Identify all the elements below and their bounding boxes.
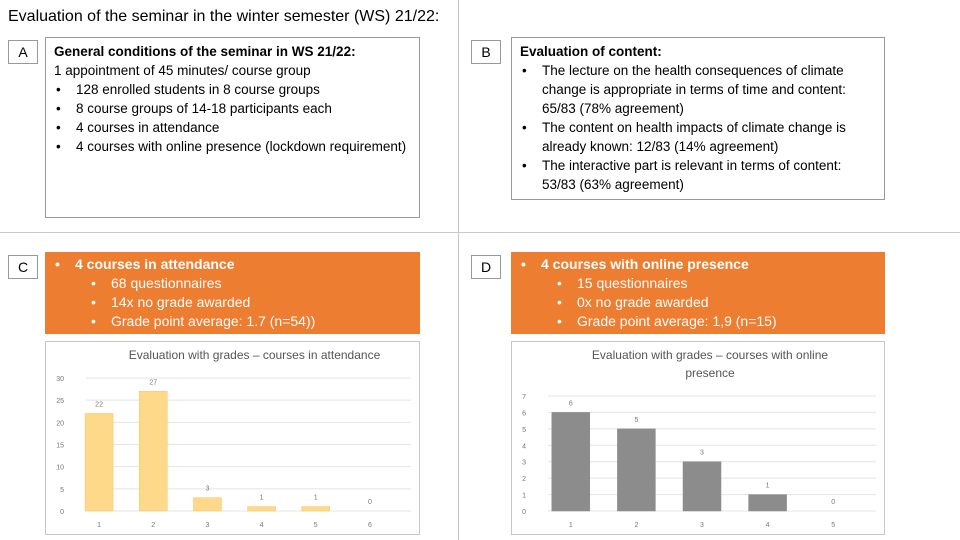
panel-a-bullet: • 128 enrolled students in 8 course groups <box>54 80 411 99</box>
panel-a-bullet: • 4 courses in attendance <box>54 118 411 137</box>
x-tick-label: 5 <box>831 522 836 529</box>
panel-b-bullet: • The lecture on the health consequences of climate change is appropriate in terms of time and content: 65/83 (78% agreement) <box>520 61 876 118</box>
x-tick-label: 3 <box>205 522 210 529</box>
data-label: 3 <box>700 449 704 457</box>
x-tick-label: 2 <box>151 522 156 529</box>
bar <box>85 413 113 511</box>
panel-c-bullet: • 68 questionnaires <box>89 274 412 293</box>
horizontal-divider <box>0 232 960 233</box>
x-tick-label: 3 <box>700 522 704 529</box>
chart-title: Evaluation with grades – courses in attendance <box>128 348 381 362</box>
data-label: 5 <box>634 416 639 424</box>
bar <box>683 462 721 511</box>
y-tick-label: 0 <box>60 509 64 516</box>
panel-c-heading: • 4 courses in attendance <box>53 255 412 274</box>
panel-a-bullet: • 4 courses with online presence (lockdown requirement) <box>54 137 411 156</box>
panel-c-label: C <box>8 255 38 279</box>
bar <box>248 507 276 511</box>
y-tick-label: 1 <box>522 492 526 500</box>
y-tick-label: 5 <box>522 426 526 434</box>
data-label: 1 <box>259 494 264 502</box>
panel-d-bullet: • 15 questionnaires <box>555 274 877 293</box>
panel-b-bullet: • The interactive part is relevant in terms of content: 53/83 (63% agreement) <box>520 156 876 194</box>
panel-c-bullet: • 14x no grade awarded <box>89 293 412 312</box>
x-tick-label: 5 <box>313 522 318 529</box>
y-tick-label: 20 <box>56 420 64 428</box>
data-label: 1 <box>313 494 318 502</box>
bar <box>749 495 787 511</box>
panel-d-bullet: • 0x no grade awarded <box>555 293 877 312</box>
panel-c-summary <box>45 252 420 334</box>
data-label: 3 <box>205 485 210 493</box>
panel-d-heading: • 4 courses with online presence <box>519 255 877 274</box>
panel-a-box <box>45 37 420 218</box>
chart-title: Evaluation with grades – courses with online presence <box>591 348 829 380</box>
data-label: 0 <box>831 499 836 506</box>
data-label: 0 <box>367 499 372 506</box>
bar <box>302 507 330 511</box>
panel-d-bullet: • Grade point average: 1,9 (n=15) <box>555 312 877 331</box>
panel-a-heading: General conditions of the seminar in WS 21/22: <box>54 44 356 59</box>
x-tick-label: 1 <box>568 522 573 529</box>
data-label: 1 <box>765 482 770 490</box>
x-tick-label: 6 <box>367 522 372 529</box>
y-tick-label: 10 <box>56 464 64 472</box>
panel-c-bullet: • Grade point average: 1.7 (n=54)) <box>89 312 412 331</box>
y-tick-label: 30 <box>56 376 64 383</box>
panel-b-label: B <box>471 40 501 64</box>
panel-b-box <box>511 37 885 200</box>
panel-a-intro: 1 appointment of 45 minutes/ course group <box>54 63 311 78</box>
x-tick-label: 4 <box>765 522 770 529</box>
y-tick-label: 6 <box>522 410 526 418</box>
chart-online <box>511 341 885 535</box>
x-tick-label: 4 <box>259 522 264 529</box>
chart-attendance <box>45 341 420 535</box>
data-label: 22 <box>95 401 103 409</box>
y-tick-label: 0 <box>522 509 526 516</box>
y-tick-label: 15 <box>56 442 64 450</box>
panel-d-summary <box>511 252 885 334</box>
y-tick-label: 25 <box>56 398 64 406</box>
page-title: Evaluation of the seminar in the winter semester (WS) 21/22: <box>8 8 440 25</box>
y-tick-label: 7 <box>522 394 526 401</box>
data-label: 6 <box>568 400 573 408</box>
x-tick-label: 1 <box>97 522 102 529</box>
y-tick-label: 5 <box>60 486 64 494</box>
y-tick-label: 2 <box>522 476 526 484</box>
bar <box>139 391 167 511</box>
panel-b-heading: Evaluation of content: <box>520 44 662 59</box>
panel-a-bullet: • 8 course groups of 14-18 participants each <box>54 99 411 118</box>
data-label: 27 <box>149 379 158 387</box>
x-tick-label: 2 <box>634 522 639 529</box>
vertical-divider <box>458 0 459 540</box>
y-tick-label: 4 <box>522 443 526 451</box>
panel-a-label: A <box>8 40 38 64</box>
panel-b-bullet: • The content on health impacts of climate change is already known: 12/83 (14% agreement) <box>520 118 876 156</box>
panel-d-label: D <box>471 255 501 279</box>
bar <box>552 412 590 511</box>
bar <box>193 498 221 511</box>
y-tick-label: 3 <box>522 459 526 467</box>
bar <box>617 429 655 511</box>
